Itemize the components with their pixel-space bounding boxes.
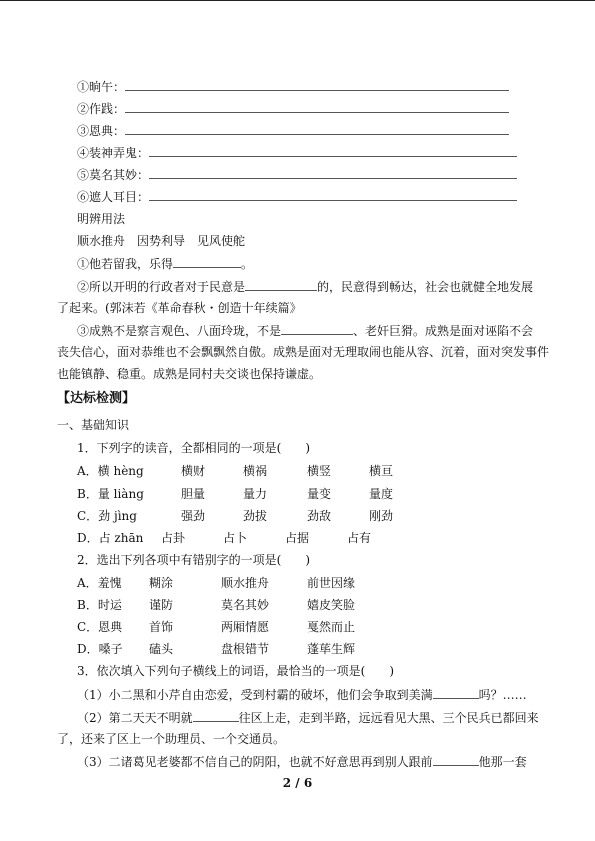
usage-sentence-3-cont: 丧失信心，面对恭维也不会飘飘然自傲。成熟是面对无理取闹也能从容、沉着，面对突发事件	[57, 345, 550, 359]
vocab-item: ②作践：	[77, 101, 509, 116]
question-3-sentence-1: （1）小二黑和小芹自由恋爱，受到村霸的破坏，他们会争取到美满 吗？……	[77, 688, 527, 702]
vocab-item: ④装神弄鬼：	[77, 145, 517, 160]
vocab-item: ⑤莫名其妙：	[77, 167, 517, 182]
answer-blank[interactable]	[245, 279, 317, 291]
question-1-stem: 1．下列字的读音，全都相同的一项是( )	[77, 441, 310, 455]
question-2-stem: 2．选出下列各项中有错别字的一项是( )	[77, 553, 310, 567]
question-3-sentence-2: （2）第二天天不明就 往区上走，走到半路，远远看见大黑、三个民兵已都回来	[77, 711, 539, 725]
answer-blank[interactable]	[193, 710, 239, 722]
usage-sentence-2: ②所以开明的行政者对于民意是 的，民意得到畅达，社会也就健全地发展	[77, 280, 534, 294]
section-subtitle: 一、基础知识	[57, 418, 130, 432]
vocab-item: ①晌午：	[77, 79, 509, 94]
answer-blank[interactable]	[433, 687, 479, 699]
page-top-rule	[0, 0, 595, 1]
answer-blank[interactable]	[433, 754, 479, 766]
question-3-sentence-2-cont: 了，还来了区上一个助理员、一个交通员。	[57, 732, 286, 746]
usage-sentence-2-cont: 了起来。(郭沫若《革命春秋・创造十年续篇》	[57, 301, 302, 315]
answer-blank[interactable]	[173, 256, 241, 268]
usage-sentence-3: ③成熟不是察言观色、八面玲珑，不是 、老奸巨猾。成熟是面对诬陷不会	[77, 324, 534, 338]
usage-sentence-1: ①他若留我，乐得 。	[77, 257, 254, 271]
usage-options: 顺水推舟 因势利导 见风使舵	[77, 234, 246, 248]
question-3-stem: 3．依次填入下列句子横线上的词语，最恰当的一项是( )	[77, 664, 395, 678]
answer-blank[interactable]	[125, 123, 509, 135]
answer-blank[interactable]	[281, 323, 353, 335]
answer-blank[interactable]	[149, 167, 517, 179]
vocab-item: ⑥遮人耳目：	[77, 189, 517, 204]
answer-blank[interactable]	[149, 145, 517, 157]
usage-title: 明辨用法	[77, 212, 126, 226]
answer-blank[interactable]	[149, 189, 517, 201]
section-title: 【达标检测】	[57, 391, 136, 406]
answer-blank[interactable]	[125, 79, 509, 91]
question-3-sentence-3: （3）二诸葛见老婆都不信自己的阴阳，也就不好意思再到别人跟前 他那一套	[77, 755, 527, 769]
answer-blank[interactable]	[125, 101, 509, 113]
page-number: 2 / 6	[282, 776, 313, 790]
usage-sentence-3-cont: 也能镇静、稳重。成熟是同村夫交谈也保持谦虚。	[57, 367, 322, 381]
vocab-item: ③恩典：	[77, 123, 509, 138]
